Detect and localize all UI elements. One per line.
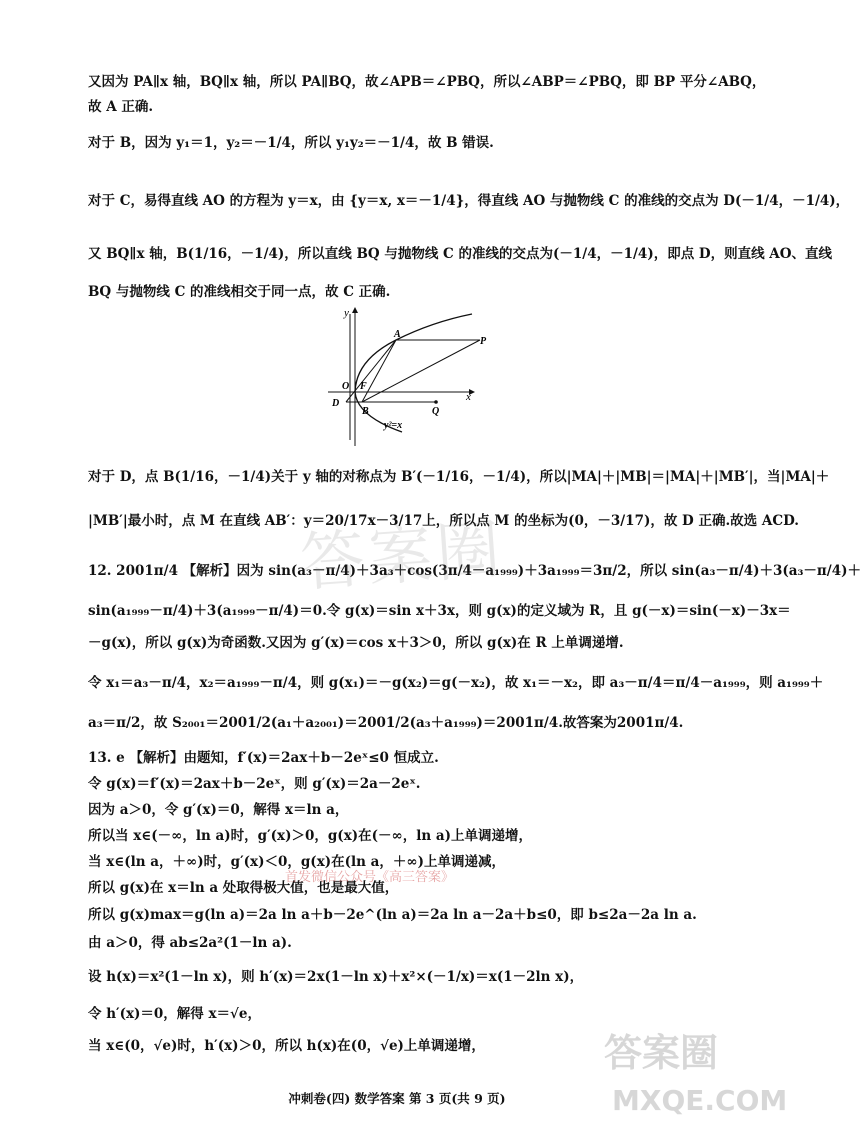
text-line: 对于 B，因为 y₁＝1，y₂＝－1/4，所以 y₁y₂＝－1/4，故 B 错误.: [88, 135, 494, 151]
text-line: 因为 a＞0，令 g′(x)＝0，解得 x＝ln a，: [88, 802, 349, 818]
text-line: 令 x₁＝a₃－π/4，x₂＝a₁₉₉₉－π/4，则 g(x₁)＝－g(x₂)＝g(－x₂)，故 x₁＝－x₂，即 a₃－π/4＝π/4－a₁₉₉₉，则 a₁₉₉₉＋: [88, 675, 824, 691]
label-D: D: [332, 398, 340, 409]
line-DA: [346, 340, 396, 402]
text-line: 令 g(x)＝f′(x)＝2ax＋b－2eˣ，则 g′(x)＝2a－2eˣ.: [88, 776, 421, 792]
label-Q: Q: [432, 406, 440, 417]
text-line: a₃＝π/2，故 S₂₀₀₁＝2001/2(a₁＋a₂₀₀₁)＝2001/2(a₃＋a₁₉₉₉)＝2001π/4.故答案为2001π/4.: [88, 715, 684, 731]
text-line: 对于 D，点 B(1/16，－1/4)关于 y 轴的对称点为 B′(－1/16，－1/4)，所以|MA|＋|MB|＝|MA|＋|MB′|，当|MA|＋: [88, 469, 830, 485]
text-line: 所以 g(x)在 x＝ln a 处取得极大值，也是最大值，: [88, 880, 399, 896]
label-A: A: [394, 329, 401, 340]
label-P: P: [480, 336, 487, 347]
parabola-figure: [322, 304, 487, 446]
text-line: sin(a₁₉₉₉－π/4)＋3(a₁₉₉₉－π/4)＝0.令 g(x)＝sin x＋3x，则 g(x)的定义域为 R，且 g(－x)＝sin(－x)－3x＝: [88, 603, 791, 619]
point-Q: [434, 400, 438, 404]
text-line: 当 x∈(ln a，＋∞)时，g′(x)＜0，g(x)在(ln a，＋∞)上单调递减，: [88, 854, 506, 870]
text-line: 又 BQ∥x 轴，B(1/16，－1/4)，所以直线 BQ 与抛物线 C 的准线的交点为(－1/4，－1/4)，即点 D，则直线 AO、直线: [88, 246, 833, 262]
watermark-center: 答案圈: [298, 512, 507, 602]
text-line: 当 x∈(0，√e)时，h′(x)＞0，所以 h(x)在(0，√e)上单调递增，: [88, 1038, 485, 1054]
text-line: BQ 与抛物线 C 的准线相交于同一点，故 C 正确.: [88, 284, 391, 300]
text-line: 对于 C，易得直线 AO 的方程为 y＝x，由 {y＝x, x＝－1/4}，得直线 AO 与抛物线 C 的准线的交点为 D(－1/4，－1/4)，: [88, 193, 850, 209]
text-line: －g(x)，所以 g(x)为奇函数.又因为 g′(x)＝cos x＋3＞0，所以 g(x)在 R 上单调递增.: [88, 635, 624, 651]
text-line: 所以 g(x)max＝g(ln a)＝2a ln a＋b－2e^(ln a)＝2a ln a－2a＋b≤0，即 b≤2a－2a ln a.: [88, 907, 697, 923]
watermark-logo-top: 答案圈: [604, 1031, 719, 1075]
text-line: 令 h′(x)＝0，解得 x＝√e，: [88, 1006, 262, 1022]
label-B: B: [362, 406, 369, 417]
text-line: 又因为 PA∥x 轴，BQ∥x 轴，所以 PA∥BQ，故∠APB＝∠PBQ，所以∠ABP＝∠PBQ，即 BP 平分∠ABQ，: [88, 74, 766, 90]
text-line: 故 A 正确.: [88, 99, 154, 115]
watermark-wechat: 首发微信公众号《高三答案》: [285, 870, 455, 885]
label-x: x: [466, 391, 471, 403]
text-line: |MB′|最小时，点 M 在直线 AB′：y＝20/17x－3/17上，所以点 M 的坐标为(0，－3/17)，故 D 正确.故选 ACD.: [88, 513, 800, 529]
text-line: 所以当 x∈(－∞，ln a)时，g′(x)＞0，g(x)在(－∞，ln a)上单调递增，: [88, 828, 533, 844]
text-line: 由 a＞0，得 ab≤2a²(1－ln a).: [88, 935, 292, 951]
page-footer: 冲刺卷(四) 数学答案 第 3 页(共 9 页): [288, 1091, 506, 1106]
label-F: F: [360, 381, 367, 392]
text-line: 12. 2001π/4 【解析】因为 sin(a₃－π/4)＋3a₃＋cos(3π/4－a₁₉₉₉)＋3a₁₉₉₉＝3π/2，所以 sin(a₃－π/4)＋3(a₃－π/4)＋: [88, 563, 861, 579]
watermark-logo-bottom: MXQE.COM: [612, 1084, 788, 1117]
label-O: O: [342, 381, 350, 392]
label-y: y: [344, 307, 349, 319]
text-line: 设 h(x)＝x²(1－ln x)，则 h′(x)＝2x(1－ln x)＋x²×(－1/x)＝x(1－2ln x)，: [88, 969, 584, 985]
text-line: 13. e 【解析】由题知，f′(x)＝2ax＋b－2eˣ≤0 恒成立.: [88, 750, 439, 766]
label-curve: y²=x: [384, 420, 403, 431]
